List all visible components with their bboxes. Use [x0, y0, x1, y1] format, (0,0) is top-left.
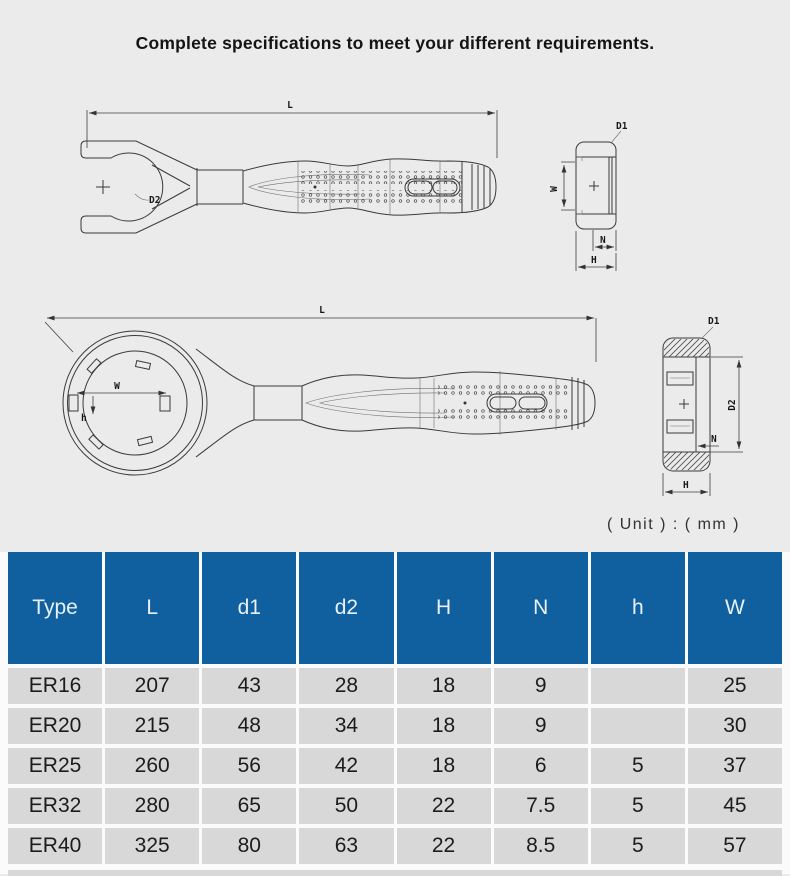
header-cell-d2: d2: [299, 552, 393, 664]
table-cell: 325: [105, 828, 199, 864]
dim-label-W: W: [114, 381, 120, 392]
table-cell: 8.5: [494, 828, 588, 864]
table-cell: 5: [591, 748, 685, 784]
header-cell-type: Type: [8, 552, 102, 664]
dim-label-D1: D1: [708, 316, 720, 327]
table-cell: 5: [591, 788, 685, 824]
header-cell-h-cap: H: [397, 552, 491, 664]
table-cell: ER16: [8, 668, 102, 704]
page-title: Complete specifications to meet your different requirements.: [135, 33, 655, 53]
table-cell: 7.5: [494, 788, 588, 824]
table-cell: 5: [591, 828, 685, 864]
table-cell: 22: [397, 828, 491, 864]
header-cell-n: N: [494, 552, 588, 664]
header-cell-l: L: [105, 552, 199, 664]
table-cell: 25: [688, 668, 782, 704]
table-cell: 18: [397, 668, 491, 704]
dim-label-h: h: [81, 413, 87, 424]
table-cell: 28: [299, 668, 393, 704]
table-cell: 80: [202, 828, 296, 864]
table-cell: 22: [397, 788, 491, 824]
fork-wrench-end-view: [549, 121, 628, 271]
dim-label-H: H: [683, 480, 689, 491]
dim-label-D2: D2: [149, 195, 161, 206]
table-cell: 207: [105, 668, 199, 704]
header-cell-w: W: [688, 552, 782, 664]
table-cell: ER20: [8, 708, 102, 744]
ring-wrench-side-view: [45, 305, 596, 475]
dim-label-N: N: [600, 235, 606, 246]
table-cell: 30: [688, 708, 782, 744]
table-cell: 280: [105, 788, 199, 824]
table-cell: 260: [105, 748, 199, 784]
table-cell: 50: [299, 788, 393, 824]
spec-table-header-row: [8, 552, 782, 664]
table-cell: [591, 708, 685, 744]
header-cell-d1: d1: [202, 552, 296, 664]
table-cell: 45: [688, 788, 782, 824]
table-cell: 42: [299, 748, 393, 784]
dim-label-N: N: [711, 434, 717, 445]
dim-label-D2: D2: [727, 399, 738, 411]
table-cell: [591, 668, 685, 704]
table-cell: 215: [105, 708, 199, 744]
dim-label-D1: D1: [616, 121, 628, 132]
table-cell: 6: [494, 748, 588, 784]
dim-label-W: W: [549, 186, 560, 192]
table-cell: 37: [688, 748, 782, 784]
table-cell: 18: [397, 748, 491, 784]
table-cell: 57: [688, 828, 782, 864]
table-cell: 34: [299, 708, 393, 744]
table-cell: 9: [494, 708, 588, 744]
dim-label-H: H: [591, 255, 597, 266]
table-cell: 48: [202, 708, 296, 744]
table-cell: 65: [202, 788, 296, 824]
table-cell: ER32: [8, 788, 102, 824]
table-cell: 18: [397, 708, 491, 744]
table-cell: 9: [494, 668, 588, 704]
table-cell: 63: [299, 828, 393, 864]
spec-table: [0, 552, 790, 874]
unit-label: ( Unit ) : ( mm ): [606, 516, 740, 533]
spec-table-body: [8, 668, 782, 864]
cropped-next-row-strip: [8, 870, 782, 876]
dim-label-L: L: [287, 100, 293, 111]
ring-wrench-end-view: [663, 316, 743, 496]
table-cell: ER25: [8, 748, 102, 784]
table-cell: ER40: [8, 828, 102, 864]
table-cell: 56: [202, 748, 296, 784]
fork-wrench-side-view: [81, 100, 497, 233]
header-cell-h: h: [591, 552, 685, 664]
table-cell: 43: [202, 668, 296, 704]
dim-label-L: L: [319, 305, 325, 316]
